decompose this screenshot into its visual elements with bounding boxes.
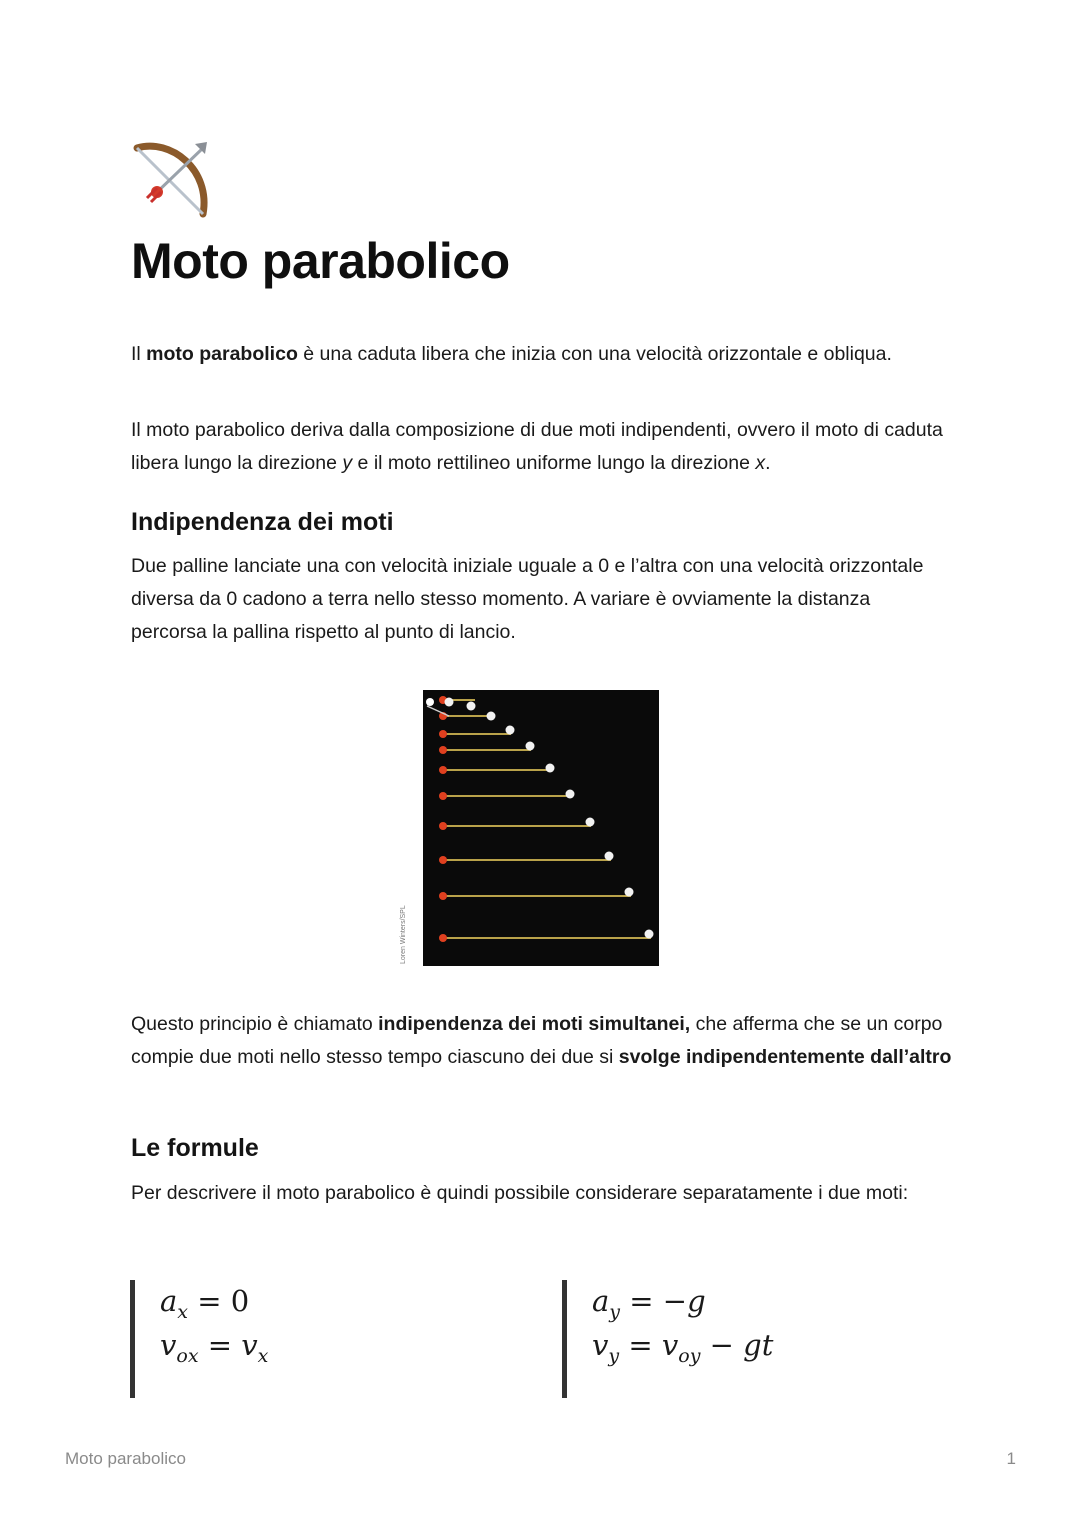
bow-and-arrow-icon (131, 140, 211, 220)
intro-paragraph-2: Il moto parabolico deriva dalla composizione di due moti indipendenti, ovvero il moto di caduta libera lungo la direzione y e il moto rettilineo uniforme lungo la direzione x. (131, 419, 943, 474)
formula-vox: $v_{ox} = v_x$ (160, 1328, 269, 1367)
image-credit: Loren Winters/SPL (400, 905, 407, 964)
section-formulas-body: Per descrivere il moto parabolico è quindi possibile considerare separatamente i due moti: (131, 1182, 909, 1204)
intro-paragraph-1: Il moto parabolico è una caduta libera che inizia con una velocità orizzontale e obliqua. (131, 343, 892, 365)
formula-ay: $a_y = -g$ (592, 1284, 706, 1323)
formula-block-x (130, 1280, 530, 1398)
footer-title: Moto parabolico (65, 1449, 186, 1468)
formula-ax: $a_x = 0$ (160, 1284, 250, 1323)
page-title: Moto parabolico (131, 233, 510, 289)
formula-block-y (562, 1280, 962, 1398)
formula-bar (130, 1280, 135, 1398)
section-independence-body: Due palline lanciate una con velocità iniziale uguale a 0 e l’altra con una velocità orizzontale diversa da 0 cadono a terra nello stesso momento. A variare è ovviamente la distanza percorsa la pallina rispetto al punto di lancio. (131, 555, 924, 643)
formula-vy: $v_y = v_{oy}$ − gt (592, 1328, 774, 1367)
section-heading-formulas: Le formule (131, 1134, 259, 1162)
principle-paragraph: Questo principio è chiamato indipendenza dei moti simultanei, che afferma che se un corpo compie due moti nello stesso tempo ciascuno dei due si svolge indipendentemente dall’altro (131, 1013, 952, 1068)
formula-bar (562, 1280, 567, 1398)
page-number: 1 (1006, 1449, 1016, 1468)
section-heading-independence: Indipendenza dei moti (131, 508, 394, 536)
stroboscopic-photo (405, 686, 665, 968)
